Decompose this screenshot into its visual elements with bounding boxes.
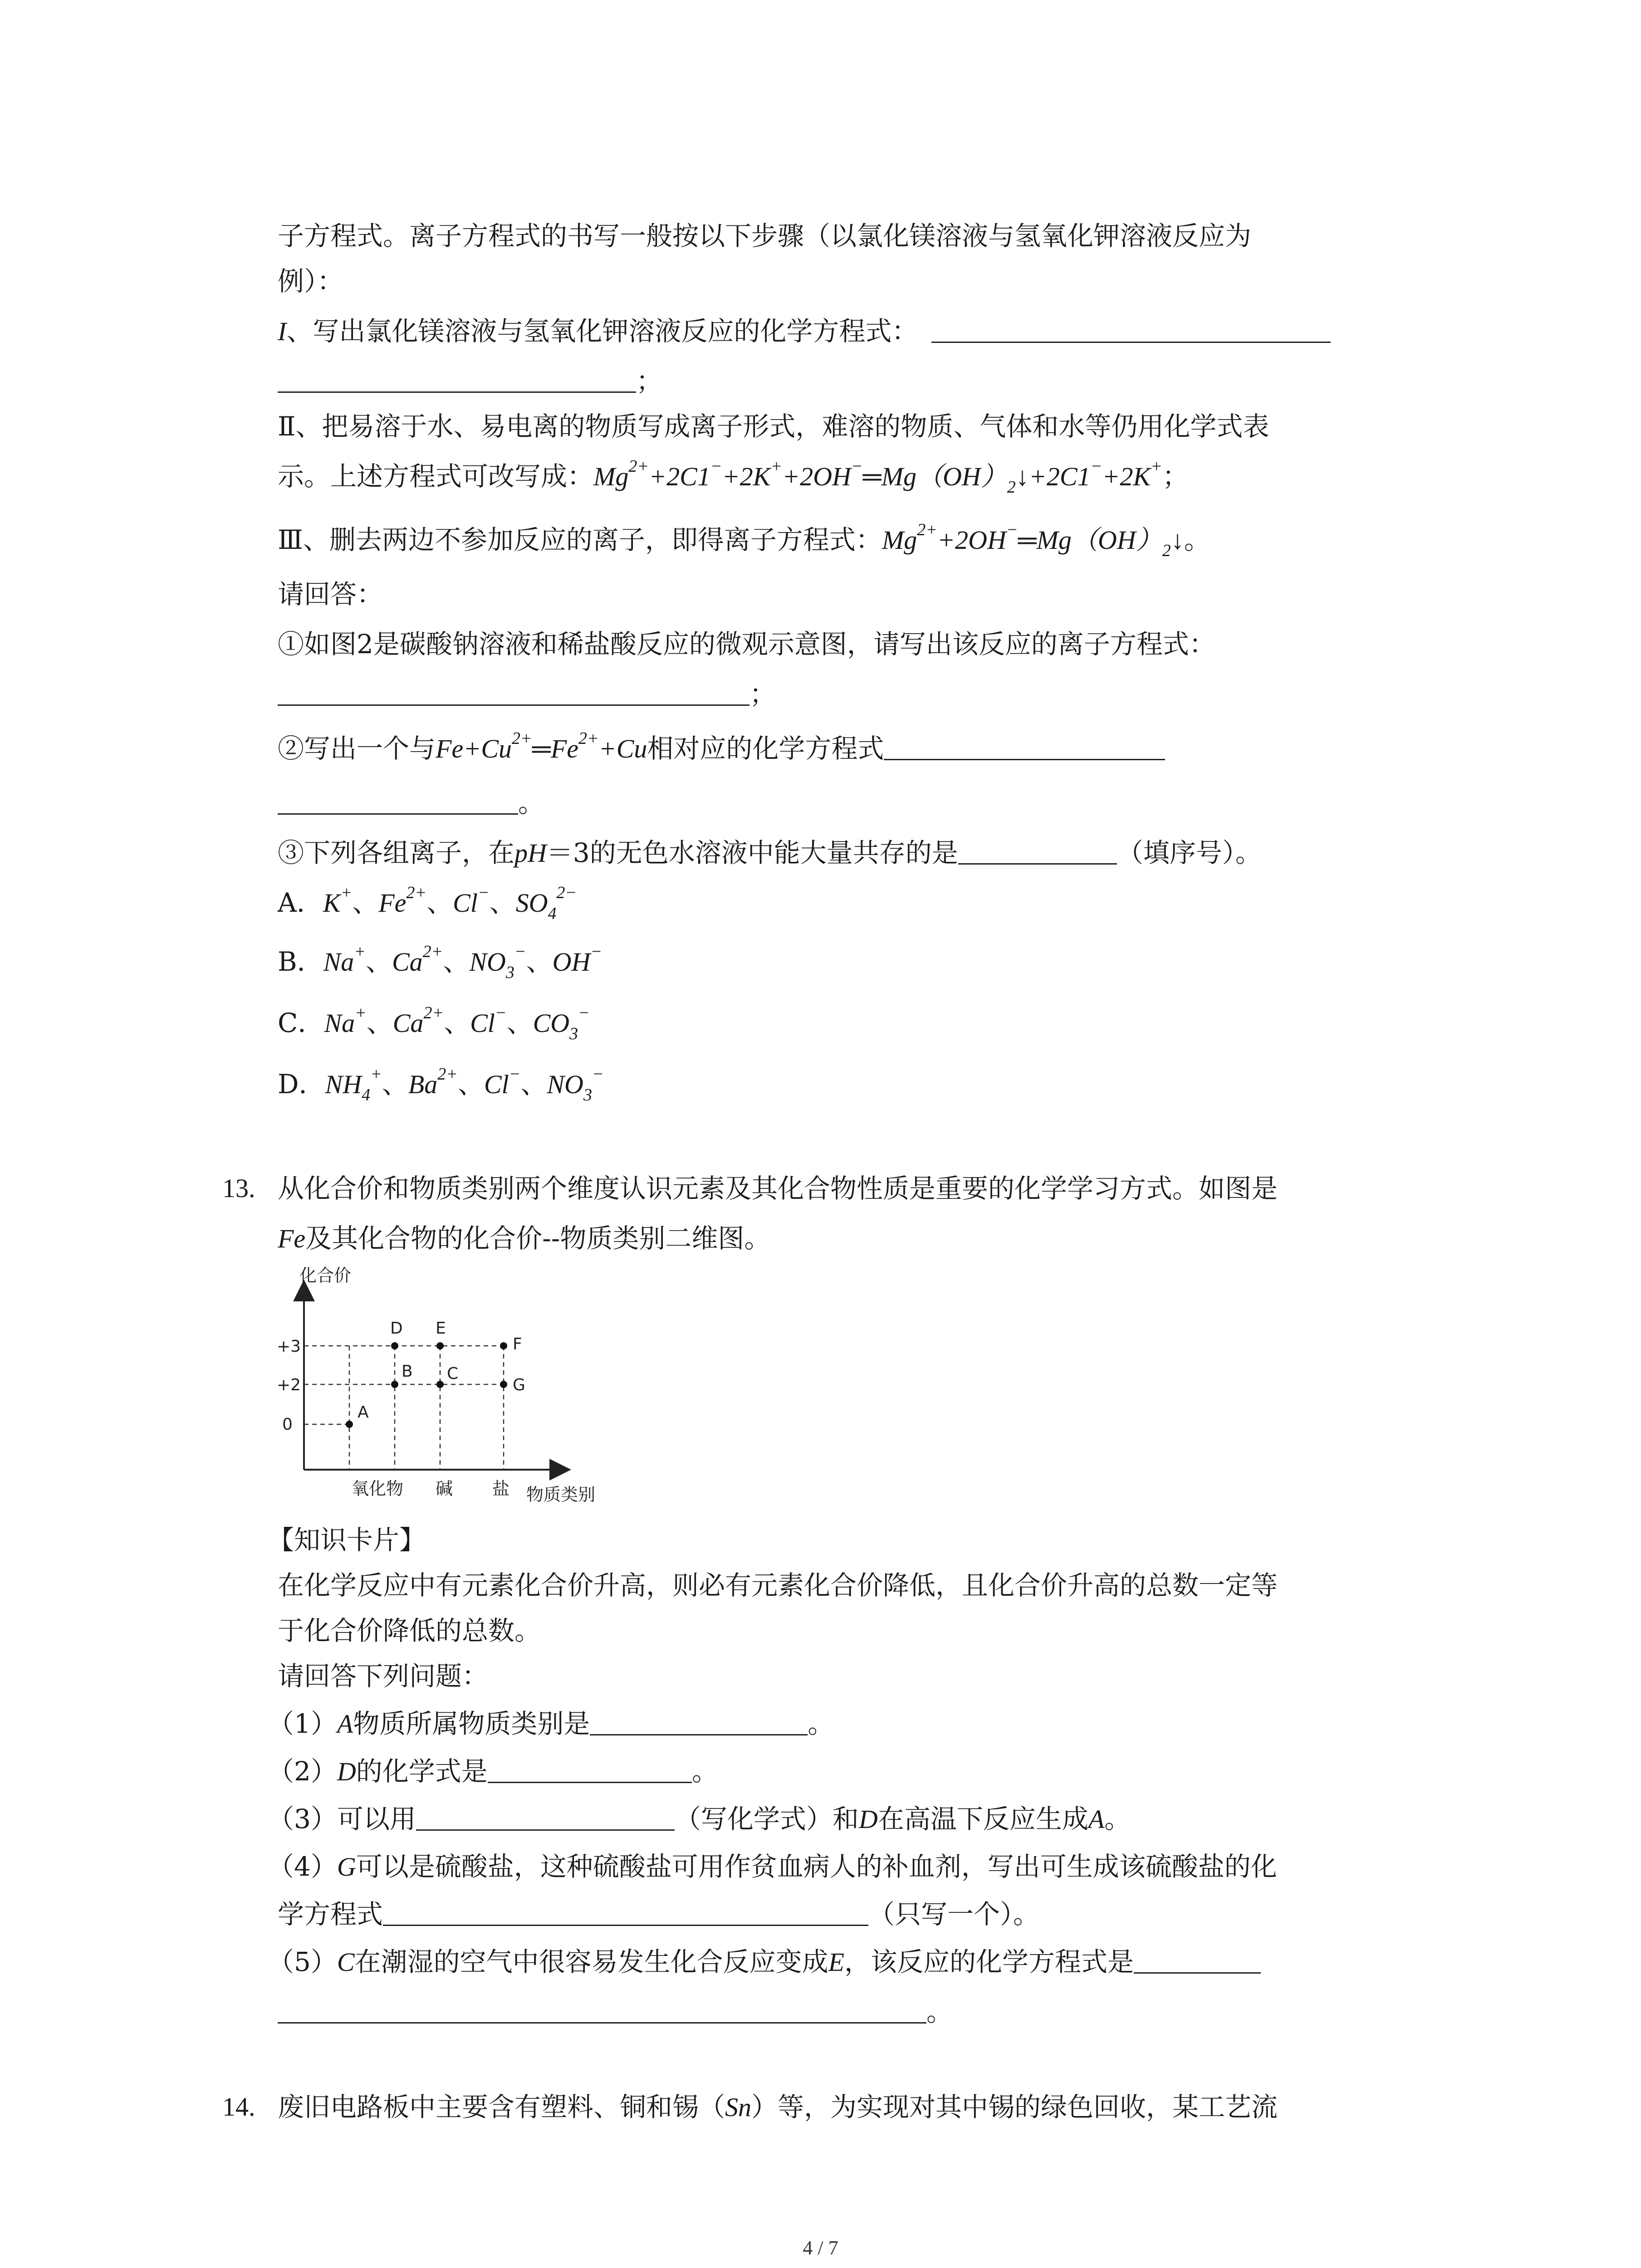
question-1: ①如图2是碳酸钠溶液和稀盐酸反应的微观示意图，请写出该反应的离子方程式：: [278, 629, 1215, 660]
step-1-text: 、写出氯化镁溶液与氢氧化钾溶液反应的化学方程式：: [286, 316, 918, 347]
y-tick: +3: [277, 1337, 301, 1356]
point-a: [346, 1421, 353, 1428]
y-tick: 0: [282, 1415, 293, 1434]
answer-blank[interactable]: [931, 314, 1331, 343]
step-2-eq: 示。上述方程式可改写成：$Mg^{2+}+2C1^-+2K^++2OH^-═Mg(OH)_2↓+2C1^-+2K^+$；: [278, 457, 1189, 497]
var-g: G: [337, 1852, 356, 1882]
point-label-d: D: [390, 1319, 403, 1338]
semicolon: ；: [749, 679, 776, 709]
point-label-g: G: [513, 1376, 525, 1394]
answer-blank[interactable]: [1134, 1945, 1261, 1974]
equation: $Mg^{2+}+2C1^-+2K^++2OH^-═Mg(OH)_2↓+2C1^-+2K^+$: [593, 457, 1162, 497]
sub-text: （写化学式）和: [674, 1804, 859, 1834]
question-3: [278, 835, 1262, 871]
var-e: E: [828, 1947, 845, 1977]
answer-blank[interactable]: [278, 786, 518, 815]
question-number: 13.: [222, 1173, 255, 1203]
step-1: [278, 313, 1331, 350]
x-axis-title: 物质类别: [526, 1485, 596, 1505]
sub-text-d: （只写一个）。: [868, 1899, 1040, 1930]
roman-numeral: I: [278, 317, 287, 346]
q2-text: ②写出一个与: [278, 733, 436, 764]
q13-sub-1: [268, 1706, 834, 1742]
page-number: 4 / 7: [803, 2237, 838, 2259]
x-tick: 碱: [436, 1479, 453, 1499]
var-a: A: [1088, 1804, 1105, 1834]
q13-sub-3: [268, 1801, 1131, 1838]
point-e: [436, 1342, 444, 1349]
q14-text: 废旧电路板中主要含有塑料、铜和锡（: [278, 2092, 725, 2122]
knowledge-card-line-1: 在化学反应中有元素化合价升高，则必有元素化合价降低，且化合价升高的总数一定等: [278, 1570, 1278, 1601]
sub-text: 可以是硫酸盐，这种硫酸盐可用作贫血病人的补血剂，写出可生成该硫酸盐的化: [356, 1851, 1277, 1882]
y-axis-title: 化合价: [299, 1266, 352, 1286]
sub-text: 的化学式是: [356, 1756, 488, 1787]
valence-chart: [263, 1266, 617, 1515]
point-label-f: F: [513, 1335, 522, 1354]
q13-sub-4: [268, 1848, 1277, 1885]
step-2: Ⅱ、把易溶于水、易电离的物质写成离子形式，难溶的物质、气体和水等仍用化学式表: [278, 411, 1269, 442]
point-label-a: A: [358, 1403, 369, 1422]
var-c: C: [337, 1947, 355, 1977]
q14-line-1: [278, 2089, 1278, 2126]
period: 。: [691, 1756, 718, 1787]
point-g: [500, 1381, 507, 1388]
sub-num: （3）可以用: [268, 1804, 416, 1834]
point-f: [500, 1342, 507, 1349]
point-d: [391, 1342, 398, 1349]
sub-num: （2）: [268, 1756, 337, 1787]
period: 。: [1104, 1804, 1131, 1834]
answer-blank[interactable]: [278, 677, 749, 706]
option-a: A．K+、$Fe^{2+}$、Cl−、$SO_4^{2-}$: [278, 883, 577, 923]
answer-blank[interactable]: [884, 732, 1165, 760]
answer-blank[interactable]: [590, 1707, 808, 1735]
chart-points: [346, 1342, 507, 1428]
semicolon: ；: [636, 366, 663, 396]
text-line: 例）：: [278, 266, 344, 297]
sub-text: 在潮湿的空气中很容易发生化合反应变成: [354, 1946, 828, 1977]
var-a: A: [337, 1709, 353, 1739]
q13-sub-4-cont: [278, 1896, 1039, 1932]
q3-text-b: ＝3的无色水溶液中能大量共存的是: [546, 837, 958, 868]
period: 。: [808, 1708, 834, 1739]
var-d: D: [337, 1757, 356, 1786]
q13-sub-2: [268, 1753, 718, 1790]
sub-num: （4）: [268, 1851, 337, 1882]
point-label-e: E: [436, 1319, 446, 1338]
sub-text-c: 在高温下反应生成: [877, 1804, 1088, 1834]
q13-line-2: [278, 1220, 770, 1257]
step-2-text: 示。上述方程式可改写成：: [278, 461, 594, 492]
q13-ask: 请回答下列问题：: [278, 1661, 489, 1691]
fe-symbol: Fe: [278, 1224, 306, 1253]
answer-blank[interactable]: [958, 836, 1117, 865]
answer-blank[interactable]: [278, 364, 636, 393]
option-b: B．Na+、$Ca^{2+}$、$NO_3^-$、OH−: [278, 942, 603, 982]
x-tick: 盐: [492, 1479, 510, 1499]
sub-text-c: ，该反应的化学方程式是: [844, 1946, 1134, 1977]
knowledge-card-line-2: 于化合价降低的总数。: [278, 1615, 541, 1646]
knowledge-card-title: 【知识卡片】: [268, 1525, 426, 1555]
sn-symbol: Sn: [725, 2092, 752, 2122]
sub-text: 学方程式: [278, 1899, 383, 1930]
step-3: Ⅲ、删去两边不参加反应的离子，即得离子方程式：$Mg^{2+}+2OH^-═Mg(OH)_2↓$。: [278, 520, 1210, 560]
question-number: 14.: [222, 2092, 255, 2121]
period: 。: [926, 1996, 953, 2027]
option-d: D．$NH_4^+$、$Ba^{2+}$、Cl−、$NO_3^-$: [278, 1065, 604, 1105]
answer-blank[interactable]: [278, 1995, 926, 2024]
point-label-b: B: [402, 1362, 413, 1381]
ask: 请回答：: [278, 579, 383, 610]
step-1-cont: [278, 363, 662, 399]
q3-text-c: （填序号）。: [1117, 837, 1262, 868]
sub-num: （1）: [268, 1708, 337, 1739]
sub-text: 物质所属物质类别是: [353, 1708, 590, 1739]
q14-text-b: ）等，为实现对其中锡的绿色回收，某工艺流: [751, 2092, 1278, 2122]
step-3-text: Ⅲ、删去两边不参加反应的离子，即得离子方程式：: [278, 524, 882, 555]
option-c: C．Na+、$Ca^{2+}$、Cl−、$CO_3^-$: [278, 1003, 590, 1043]
q13-sub-5: [268, 1944, 1261, 1980]
answer-blank[interactable]: [416, 1802, 675, 1831]
equation: $Mg^{2+}+2OH^-═Mg(OH)_2↓$: [882, 520, 1184, 560]
answer-blank[interactable]: [488, 1755, 692, 1783]
question-2-answer: [278, 785, 544, 821]
q13-line-1: 从化合价和物质类别两个维度认识元素及其化合物性质是重要的化学学习方式。如图是: [278, 1173, 1278, 1204]
q2-text-b: 相对应的化学方程式: [647, 733, 884, 764]
equation: $Fe+Cu^{2+}═Fe^{2+}+Cu$: [436, 729, 647, 763]
var-d: D: [858, 1804, 878, 1834]
question-2: [278, 730, 1165, 767]
point-b: [391, 1381, 398, 1388]
x-tick: 氧化物: [352, 1479, 404, 1499]
answer-blank[interactable]: [383, 1897, 868, 1926]
question-1-answer: [278, 676, 776, 712]
text-line: 子方程式。离子方程式的书写一般按以下步骤（以氯化镁溶液与氢氧化钾溶液反应为: [278, 220, 1252, 251]
period: 。: [518, 787, 545, 818]
q13-sub-5-cont: [278, 1994, 953, 2030]
ph-symbol: pH: [514, 838, 547, 868]
q13-line-2-text: 及其化合物的化合价--物质类别二维图。: [305, 1223, 771, 1254]
point-label-c: C: [447, 1364, 459, 1383]
q3-text: ③下列各组离子，在: [278, 837, 515, 868]
point-c: [436, 1381, 444, 1388]
sub-num: （5）: [268, 1946, 337, 1977]
y-tick: +2: [277, 1376, 301, 1394]
